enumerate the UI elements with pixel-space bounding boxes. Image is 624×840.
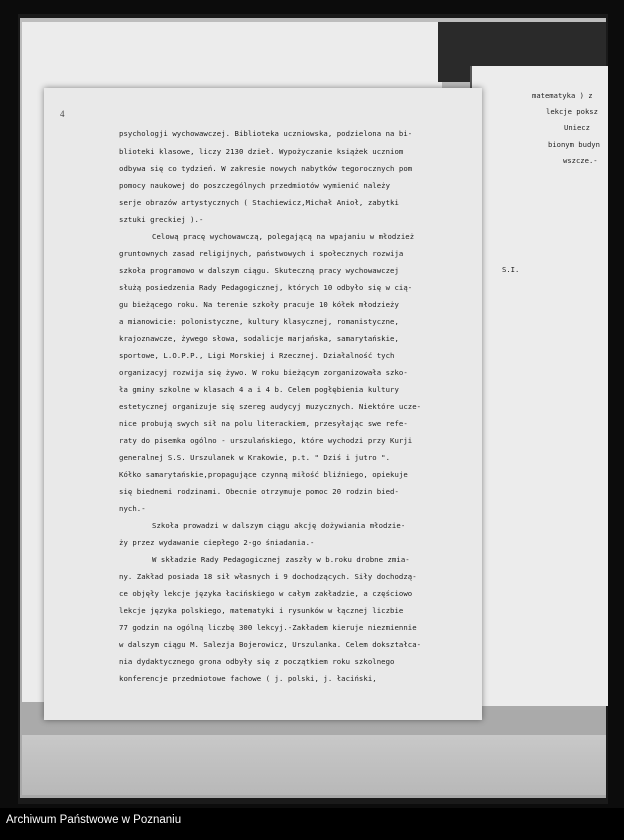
text-line: W składzie Rady Pedagogicznej zaszły w b.roku drobne zmia-: [152, 555, 410, 564]
text-line: blioteki klasowe, liczy 2130 dzieł. Wypożyczanie książek uczniom: [119, 147, 404, 156]
text-line: sportowe, L.O.P.P., Ligi Morskiej i Rzecznej. Działalność tych: [119, 351, 395, 360]
text-line: raty do pisemka ogólno - urszulańskiego, które wychodzi przy Kurji: [119, 436, 413, 445]
right-sheet-line: lekcje poksz: [546, 107, 598, 116]
text-line: nice probują swych sił na polu literackiem, przesyłając swe refe-: [119, 419, 408, 428]
text-line: szkoła programowo w dalszym ciągu. Skuteczną pracy wychowawczej: [119, 266, 399, 275]
text-line: ce objęły lekcje języka łacińskiego w całym zakładzie, a częściowo: [119, 589, 413, 598]
text-line: estetycznej organizuje się szereg audycyj muzycznych. Niektóre ucze-: [119, 402, 422, 411]
text-line: się biednemi rodzinami. Obecnie otrzymuje pomoc 20 rodzin bied-: [119, 487, 399, 496]
text-line: służą posiedzenia Rady Pedagogicznej, których 10 odbyło się w cią-: [119, 283, 413, 292]
text-line: psychologji wychowawczej. Biblioteka uczniowska, podzielona na bi-: [119, 129, 413, 138]
right-sheet-line: S.I.: [502, 265, 520, 274]
text-line: krajoznawcze, żywego słowa, sodalicje marjańska, samarytańskie,: [119, 334, 399, 343]
text-line: sztuki greckiej ).-: [119, 215, 204, 224]
text-line: odbywa się co tydzień. W zakresie nowych nabytków tegorocznych pom: [119, 164, 413, 173]
text-line: pomocy naukowej do poszczególnych przedmiotów wymienić należy: [119, 181, 391, 190]
right-sheet-line: matematyka ) z: [532, 91, 593, 100]
text-line: konferencje przedmiotowe fachowe ( j. polski, j. łaciński,: [119, 674, 377, 683]
text-line: generalnej S.S. Urszulanek w Krakowie, p.t. " Dziś i jutro ".: [119, 453, 391, 462]
archive-label: Archiwum Państwowe w Poznaniu: [6, 814, 182, 826]
text-line: ny. Zakład posiada 18 sił własnych i 9 dochodzących. Siły dochodzą-: [119, 572, 417, 581]
text-line: 77 godzin na ogólną liczbę 300 lekcyj.-Zakładem kieruje niezmiennie: [119, 623, 417, 632]
text-line: Celową pracę wychowawczą, polegającą na wpajaniu w młodzież: [152, 232, 415, 241]
text-line: ła gminy szkolne w klasach 4 a i 4 b. Celem pogłębienia kultury: [119, 385, 399, 394]
text-line: w dalszym ciągu M. Salezja Bojerowicz, Urszulanka. Celem dokształca-: [119, 640, 422, 649]
bottom-strip: [22, 735, 606, 795]
text-line: gruntownych zasad religijnych, państwowych i społecznych rozwija: [119, 249, 404, 258]
text-line: organizacyj rozwija się żywo. W roku bieżącym zorganizowała szko-: [119, 368, 408, 377]
text-line: lekcje języka polskiego, matematyki i rysunków w łącznej liczbie: [119, 606, 404, 615]
text-line: serje obrazów artystycznych ( Stachiewicz,Michał Anioł, zabytki: [119, 198, 399, 207]
right-sheet-line: bionym budyn: [548, 140, 600, 149]
text-line: nia dydaktycznego grona odbyły się z początkiem roku szkolnego: [119, 657, 395, 666]
document-page: [44, 88, 482, 720]
text-line: Szkoła prowadzi w dalszym ciągu akcję dożywiania młodzie-: [152, 521, 406, 530]
right-sheet-line: Uniecz: [564, 123, 590, 132]
page-number: 4: [60, 109, 65, 119]
text-line: a mianowicie: polonistyczne, kultury klasycznej, romanistyczne,: [119, 317, 399, 326]
text-line: ży przez wydawanie ciepłego 2-go śniadania.-: [119, 538, 315, 547]
text-line: nych.-: [119, 504, 146, 513]
text-line: Kółko samarytańskie,propagujące czynną miłość bliźniego, opiekuje: [119, 470, 408, 479]
right-sheet-line: wszcze.-: [563, 156, 598, 165]
text-line: gu bieżącego roku. Na terenie szkoły pracuje 10 kółek młodzieży: [119, 300, 399, 309]
